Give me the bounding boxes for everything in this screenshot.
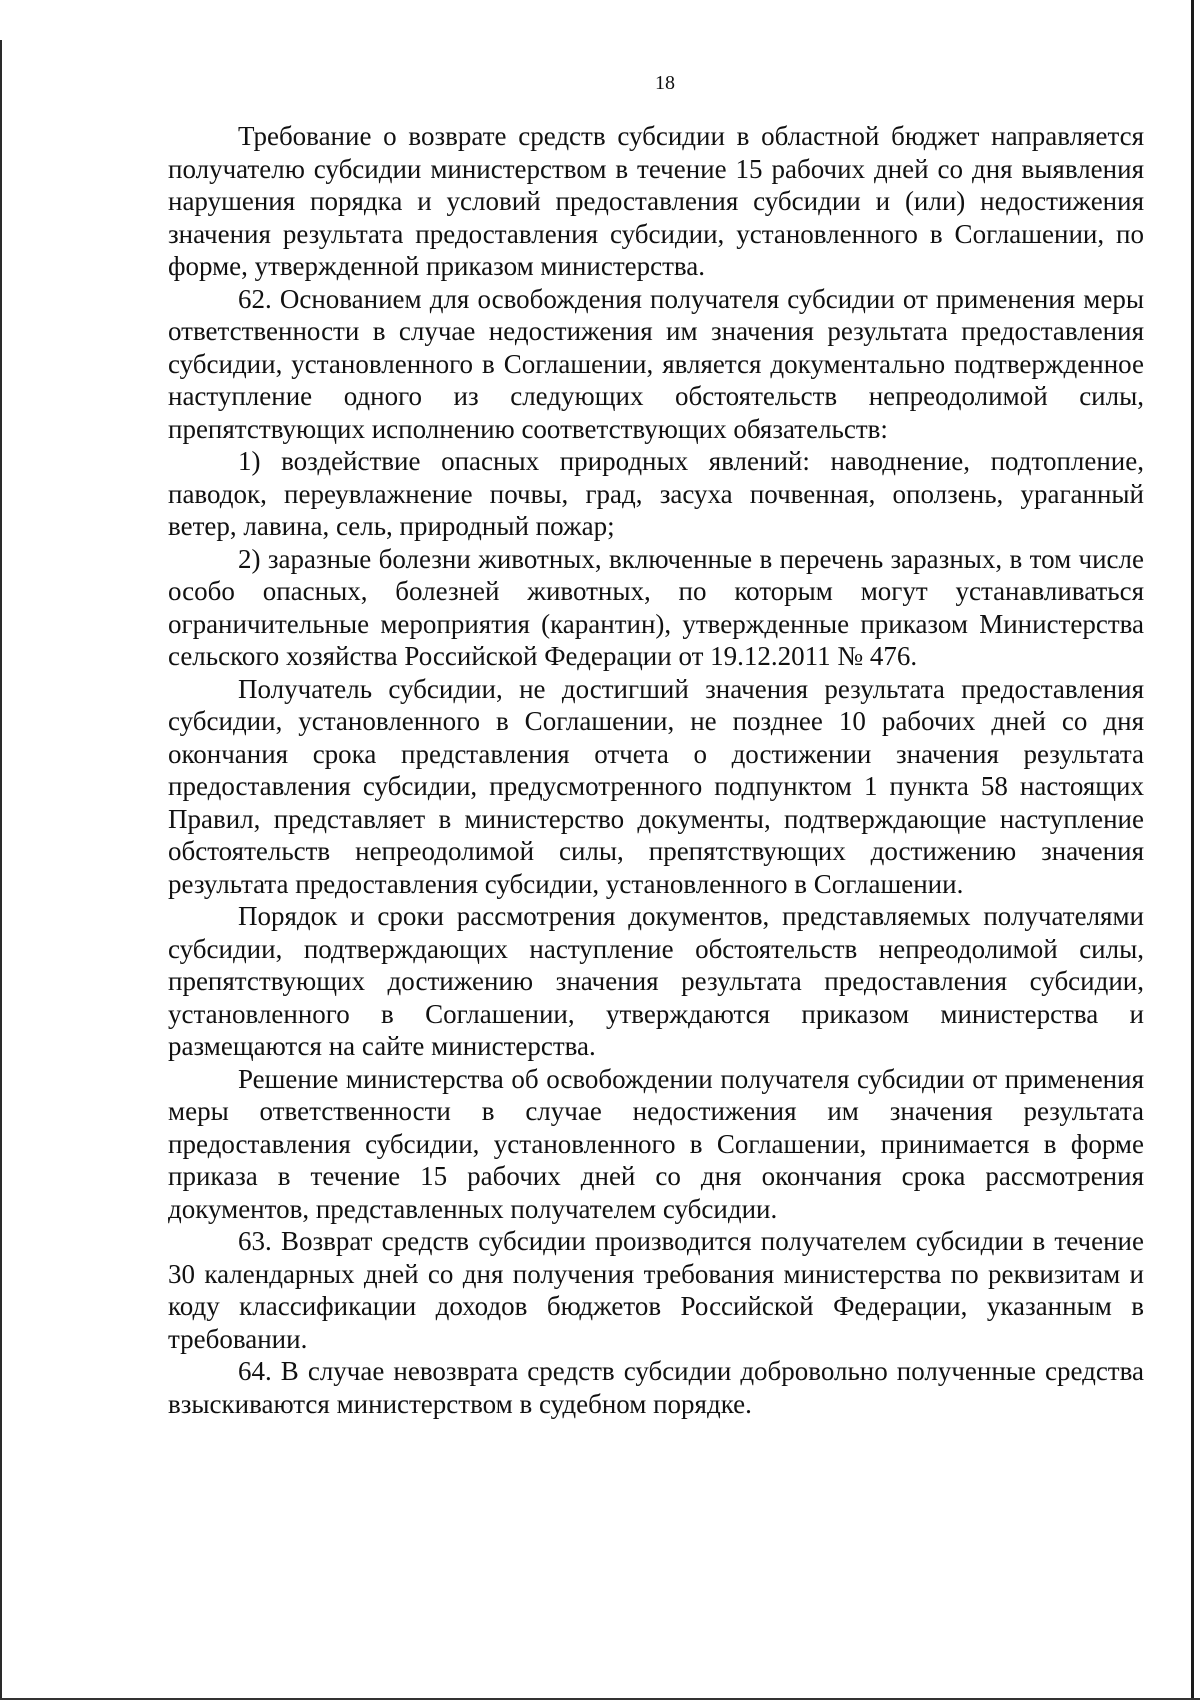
- paragraph-documents-submission: Получатель субсидии, не достигший значения результата предоставления субсидии, установленного в Соглашении, не позднее 10 рабочих дней со дня окончания срока представления отчета о достижении значения результата предоставления субсидии, предусмотренного подпунктом 1 пункта 58 настоящих Правил, представляет в министерство документы, подтверждающие наступление обстоятельств непреодолимой силы, препятствующих достижению значения результата предоставления субсидии, установленного в Соглашении.: [168, 673, 1144, 899]
- paragraph-animal-diseases: 2) заразные болезни животных, включенные в перечень заразных, в том числе особо опасных, болезней животных, по которым могут устанавливаться ограничительные мероприятия (карантин), утвержденные приказом Министерства сельского хозяйства Российской Федерации от 19.12.2011 № 476.: [168, 543, 1144, 671]
- scan-edge-left: [0, 40, 2, 1700]
- paragraph-review-procedure: Порядок и сроки рассмотрения документов, представляемых получателями субсидии, подтверждающих наступление обстоятельств непреодолимой силы, препятствующих достижению значения результата предоставления субсидии, установленного в Соглашении, утверждаются приказом министерства и размещаются на сайте министерства.: [168, 901, 1144, 1061]
- paragraph-62-exemption-basis: 62. Основанием для освобождения получателя субсидии от применения меры ответственности в случае недостижения им значения результата предоставления субсидии, установленного в Соглашении, является документально подтвержденное наступление одного из следующих обстоятельств непреодолимой силы, препятствующих исполнению соответствующих обязательств:: [168, 283, 1144, 444]
- scan-edge-right: [1191, 0, 1194, 1700]
- paragraph-63-refund: 63. Возврат средств субсидии производится получателем субсидии в течение 30 календарных дней со дня получения требования министерства по реквизитам и коду классификации доходов бюджетов Российской Федерации, указанным в требовании.: [168, 1226, 1144, 1354]
- paragraph-return-requirement: Требование о возврате средств субсидии в областной бюджет направляется получателю субсидии министерством в течение 15 рабочих дней со дня выявления нарушения порядка и условий предоставления субсидии и (или) недостижения значения результата предоставления субсидии, установленного в Соглашении, по форме, утвержденной приказом министерства.: [168, 121, 1144, 281]
- page-number: 18: [655, 72, 675, 94]
- paragraph-64-recovery: 64. В случае невозврата средств субсидии добровольно полученные средства взыскиваются министерством в судебном порядке.: [168, 1356, 1144, 1419]
- paragraph-natural-hazards: 1) воздействие опасных природных явлений: наводнение, подтопление, паводок, переувлажнение почвы, град, засуха почвенная, оползень, ураганный ветер, лавина, сель, природный пожар;: [168, 446, 1144, 541]
- paragraph-ministry-decision: Решение министерства об освобождении получателя субсидии от применения меры ответственности в случае недостижения им значения результата предоставления субсидии, установленного в Соглашении, принимается в форме приказа в течение 15 рабочих дней со дня окончания срока рассмотрения документов, представленных получателем субсидии.: [168, 1063, 1144, 1224]
- document-body: [168, 120, 1144, 1420]
